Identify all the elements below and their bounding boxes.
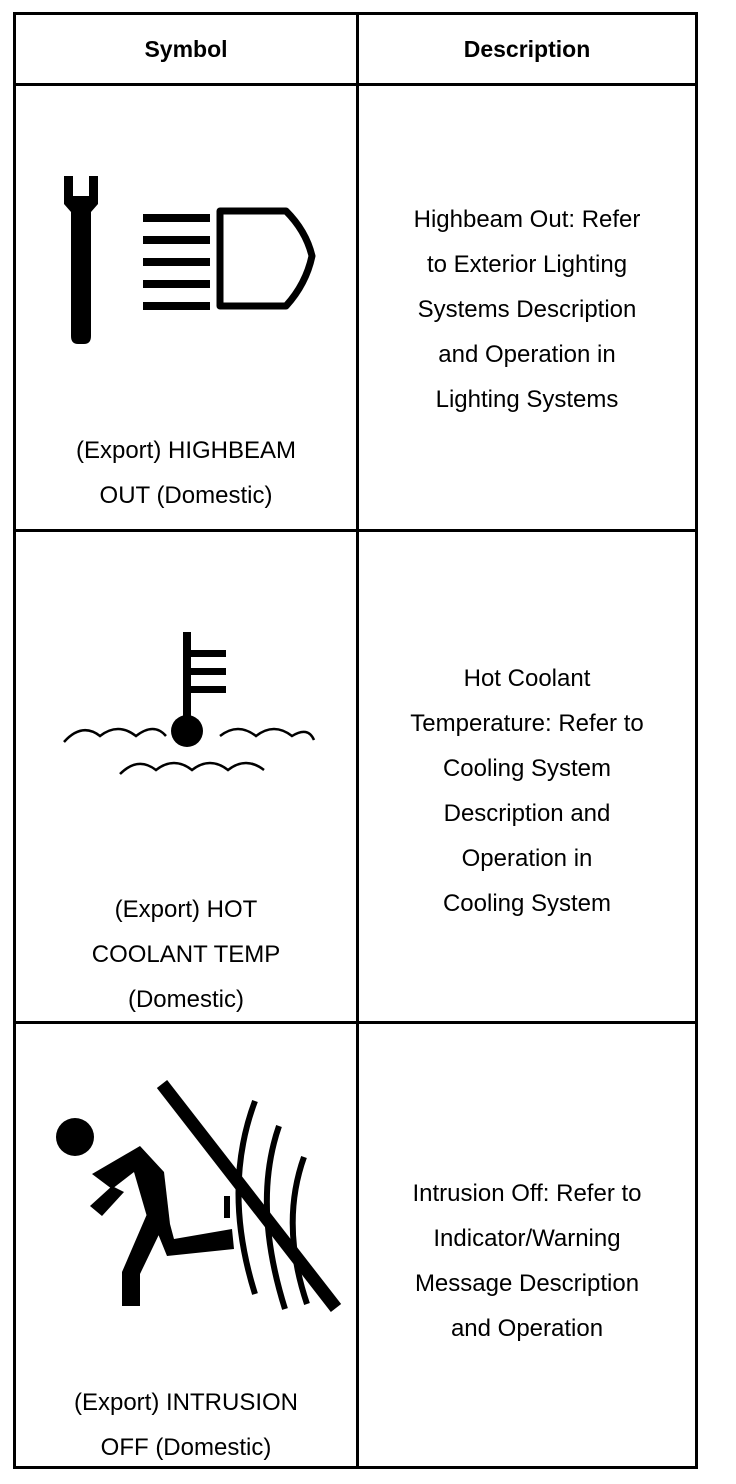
symbol-cell	[16, 86, 356, 529]
intrusion-off-icon	[52, 1074, 342, 1314]
description-cell	[359, 86, 695, 529]
description-cell	[359, 1024, 695, 1466]
symbol-caption: (Export) INTRUSION OFF (Domestic)	[73, 1389, 298, 1461]
table-row	[16, 1024, 695, 1466]
description-text: Intrusion Off: Refer to Indicator/Warning Message Description and Operation	[412, 1180, 642, 1342]
description-text: Highbeam Out: Refer to Exterior Lighting Systems Description and Operation in Lighting Systems	[413, 206, 641, 413]
wrench-headlamp-icon	[56, 176, 326, 356]
symbol-caption: (Export) HOT COOLANT TEMP (Domestic)	[91, 896, 281, 1013]
column-header-description: Description	[463, 36, 591, 62]
column-header-symbol: Symbol	[144, 36, 228, 62]
coolant-temperature-icon	[62, 632, 316, 782]
symbol-cell	[16, 532, 356, 1021]
description-text: Hot Coolant Temperature: Refer to Cooling System Description and Operation in Cooling System	[410, 665, 644, 917]
symbol-cell	[16, 1024, 356, 1466]
symbol-table	[13, 12, 698, 1469]
description-cell	[359, 532, 695, 1021]
symbol-caption: (Export) HIGHBEAM OUT (Domestic)	[75, 437, 297, 509]
table-row	[16, 86, 695, 529]
table-row	[16, 532, 695, 1021]
